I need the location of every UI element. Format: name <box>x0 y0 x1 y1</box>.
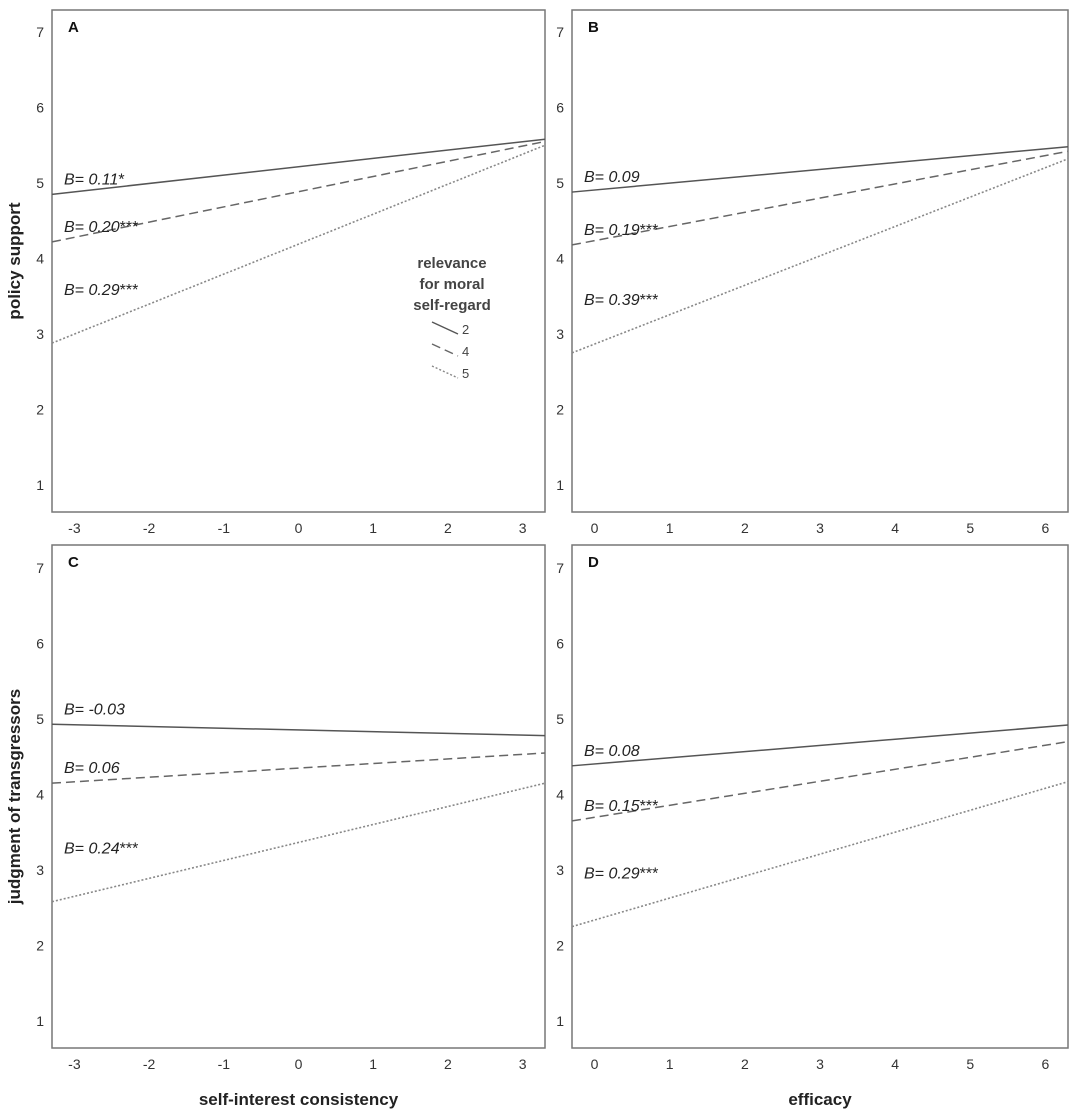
legend-swatch <box>432 344 458 356</box>
y-tick-label: 4 <box>556 786 564 803</box>
y-tick-label: 1 <box>36 477 44 493</box>
series-line-2 <box>572 725 1068 766</box>
x-axis-title: self-interest consistency <box>198 1090 399 1109</box>
legend-entry-label: 2 <box>462 322 470 337</box>
y-tick-label: 1 <box>556 1013 564 1029</box>
x-tick-label: 0 <box>294 520 303 536</box>
y-tick-label: 7 <box>556 24 564 40</box>
y-tick-label: 2 <box>556 937 564 954</box>
y-tick-label: 3 <box>556 862 564 878</box>
x-tick-label: 3 <box>518 1056 527 1072</box>
significance-stars: *** <box>639 221 659 239</box>
plot-frame <box>572 10 1068 512</box>
x-tick-label: -1 <box>217 520 231 536</box>
x-tick-label: 3 <box>816 520 824 536</box>
y-tick-label: 2 <box>36 937 44 954</box>
panel-a <box>5 10 545 536</box>
y-tick-label: 6 <box>36 99 44 116</box>
y-tick-label: 4 <box>36 250 44 267</box>
y-tick-label: 2 <box>556 401 564 418</box>
slope-annotation: B= 0.15*** <box>584 797 659 815</box>
y-tick-label: 7 <box>36 560 44 576</box>
x-tick-label: -2 <box>142 520 156 536</box>
y-tick-label: 1 <box>36 1013 44 1029</box>
x-tick-label: 2 <box>740 520 749 536</box>
x-tick-label: 4 <box>891 520 900 536</box>
significance-stars: *** <box>639 865 659 883</box>
panel-letter: C <box>68 554 79 571</box>
panel-letter: D <box>588 554 599 571</box>
panel-b <box>556 10 1068 536</box>
x-tick-label: 0 <box>294 1056 303 1072</box>
x-tick-label: 0 <box>590 520 599 536</box>
y-tick-label: 3 <box>556 326 564 342</box>
y-tick-label: 5 <box>556 711 564 727</box>
legend-title: for moral <box>419 276 485 293</box>
x-tick-label: 2 <box>443 1056 452 1072</box>
y-tick-label: 4 <box>36 786 44 803</box>
x-tick-label: 1 <box>369 1056 378 1072</box>
x-tick-label: -3 <box>68 1056 81 1072</box>
series-line-4 <box>52 753 545 783</box>
legend-title: relevance <box>417 255 487 272</box>
legend-entry-label: 5 <box>462 366 470 381</box>
slope-annotation: B= -0.03 <box>64 701 125 719</box>
slope-annotation: B= 0.20*** <box>64 218 139 236</box>
legend-entry-label: 4 <box>462 344 470 359</box>
x-tick-label: 6 <box>1041 1056 1050 1072</box>
significance-stars: *** <box>639 291 659 309</box>
y-tick-label: 6 <box>556 635 564 652</box>
slope-annotation: B= 0.39*** <box>584 291 659 309</box>
significance-stars: * <box>118 171 125 189</box>
panel-d <box>556 545 1068 1109</box>
significance-stars: *** <box>119 840 139 858</box>
slope-annotation: B= 0.29*** <box>64 282 139 300</box>
x-tick-label: 1 <box>665 1056 674 1072</box>
x-tick-label: 5 <box>966 1056 975 1072</box>
y-tick-label: 6 <box>556 99 564 116</box>
series-line-5 <box>572 159 1068 353</box>
x-tick-label: 2 <box>740 1056 749 1072</box>
legend-title: self-regard <box>413 297 491 314</box>
y-tick-label: 7 <box>556 560 564 576</box>
slope-annotation: B= 0.19*** <box>584 221 659 239</box>
x-tick-label: 4 <box>891 1056 900 1072</box>
x-tick-label: 2 <box>443 520 452 536</box>
x-tick-label: -2 <box>142 1056 156 1072</box>
slope-annotation: B= 0.29*** <box>584 865 659 883</box>
x-tick-label: -3 <box>68 520 81 536</box>
slope-annotation: B= 0.11* <box>64 171 125 189</box>
series-line-2 <box>52 139 545 194</box>
significance-stars: *** <box>119 282 139 300</box>
series-line-2 <box>52 724 545 735</box>
x-tick-label: -1 <box>217 1056 231 1072</box>
panel-letter: B <box>588 19 599 36</box>
y-axis-title: policy support <box>5 202 24 320</box>
legend <box>413 255 491 381</box>
x-tick-label: 5 <box>966 520 975 536</box>
series-line-2 <box>572 147 1068 192</box>
x-axis-title: efficacy <box>788 1090 852 1109</box>
y-tick-label: 3 <box>36 326 44 342</box>
x-tick-label: 1 <box>665 520 674 536</box>
significance-stars: *** <box>119 218 139 236</box>
plot-frame <box>572 545 1068 1048</box>
legend-swatch <box>432 322 458 334</box>
x-tick-label: 6 <box>1041 520 1050 536</box>
slope-annotation: B= 0.09 <box>584 169 640 187</box>
slope-annotation: B= 0.24*** <box>64 840 139 858</box>
y-tick-label: 7 <box>36 24 44 40</box>
x-tick-label: 3 <box>518 520 527 536</box>
panel-letter: A <box>68 19 79 36</box>
y-tick-label: 5 <box>36 711 44 727</box>
x-tick-label: 3 <box>816 1056 824 1072</box>
significance-stars: *** <box>639 797 659 815</box>
slope-annotation: B= 0.06 <box>64 760 120 778</box>
y-tick-label: 5 <box>36 175 44 191</box>
y-tick-label: 6 <box>36 635 44 652</box>
y-tick-label: 5 <box>556 175 564 191</box>
y-tick-label: 4 <box>556 250 564 267</box>
x-tick-label: 0 <box>590 1056 599 1072</box>
x-tick-label: 1 <box>369 520 378 536</box>
y-axis-title: judgment of transgressors <box>5 688 24 905</box>
y-tick-label: 1 <box>556 477 564 493</box>
y-tick-label: 2 <box>36 401 44 418</box>
plot-frame <box>52 545 545 1048</box>
slope-annotation: B= 0.08 <box>584 742 640 760</box>
panel-c <box>5 545 545 1109</box>
y-tick-label: 3 <box>36 862 44 878</box>
legend-swatch <box>432 366 458 378</box>
